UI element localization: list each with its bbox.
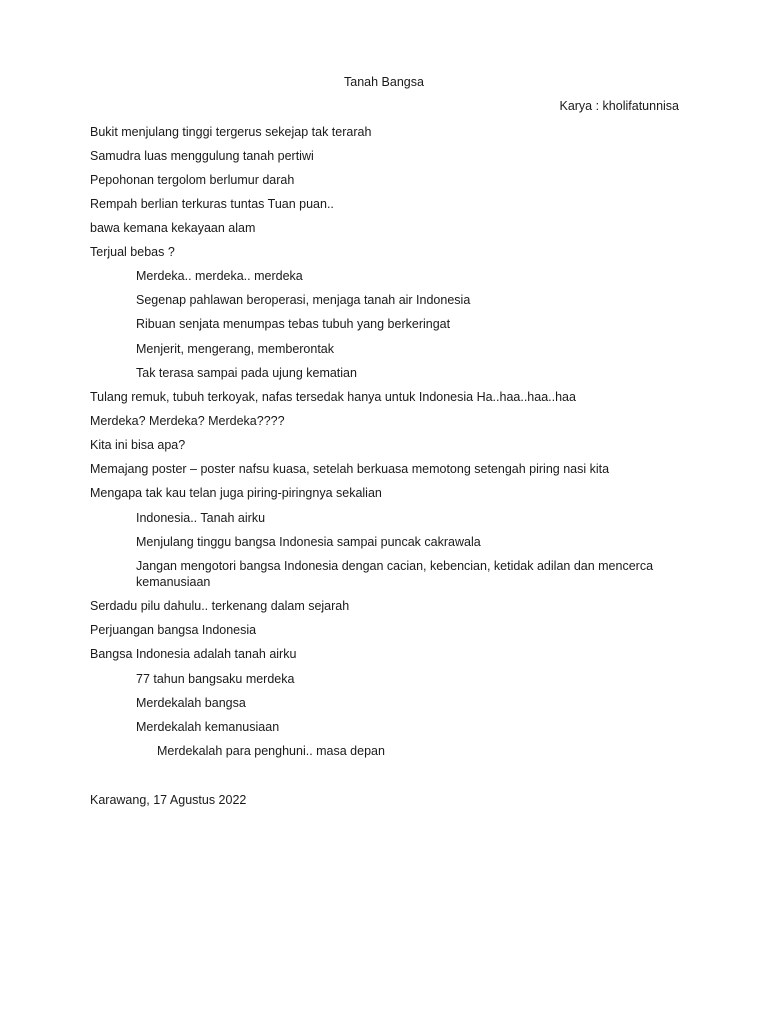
poem-title: Tanah Bangsa — [344, 75, 424, 89]
poem-line: Serdadu pilu dahulu.. terkenang dalam sejarah — [90, 599, 350, 613]
poem-line: Jangan mengotori bangsa Indonesia dengan cacian, kebencian, ketidak adilan dan mencerca kemanusiaan — [136, 559, 654, 589]
poem-line: Terjual bebas ? — [90, 245, 175, 259]
poem-line: Memajang poster – poster nafsu kuasa, setelah berkuasa memotong setengah piring nasi kita — [90, 462, 610, 476]
closing-place-date: Karawang, 17 Agustus 2022 — [90, 793, 247, 807]
poem-line: Merdekalah kemanusiaan — [136, 720, 280, 734]
poem-line: Kita ini bisa apa? — [90, 438, 186, 452]
poem-line: Samudra luas menggulung tanah pertiwi — [90, 149, 314, 163]
poem-author: Karya : kholifatunnisa — [559, 99, 679, 113]
poem-line: Segenap pahlawan beroperasi, menjaga tanah air Indonesia — [136, 293, 471, 307]
poem-line: Merdekalah para penghuni.. masa depan — [157, 744, 385, 758]
poem-line: Merdeka.. merdeka.. merdeka — [136, 269, 303, 283]
poem-line: Tak terasa sampai pada ujung kematian — [136, 366, 357, 380]
poem-line: Ribuan senjata menumpas tebas tubuh yang berkeringat — [136, 317, 451, 331]
poem-line: Pepohonan tergolom berlumur darah — [90, 173, 295, 187]
poem-line: Tulang remuk, tubuh terkoyak, nafas tersedak hanya untuk Indonesia Ha..haa..haa..haa — [90, 390, 576, 404]
poem-line: Merdeka? Merdeka? Merdeka???? — [90, 414, 285, 428]
poem-line: 77 tahun bangsaku merdeka — [136, 672, 295, 686]
poem-line: bawa kemana kekayaan alam — [90, 221, 256, 235]
poem-line: Mengapa tak kau telan juga piring-piringnya sekalian — [90, 486, 382, 500]
poem-line: Bangsa Indonesia adalah tanah airku — [90, 647, 297, 661]
poem-line: Bukit menjulang tinggi tergerus sekejap tak terarah — [90, 125, 372, 139]
poem-line: Menjerit, mengerang, memberontak — [136, 342, 335, 356]
poem-line: Merdekalah bangsa — [136, 696, 246, 710]
poem-line: Perjuangan bangsa Indonesia — [90, 623, 257, 637]
poem-line: Menjulang tinggu bangsa Indonesia sampai puncak cakrawala — [136, 535, 481, 549]
poem-line: Rempah berlian terkuras tuntas Tuan puan.. — [90, 197, 334, 211]
poem-line: Indonesia.. Tanah airku — [136, 511, 266, 525]
